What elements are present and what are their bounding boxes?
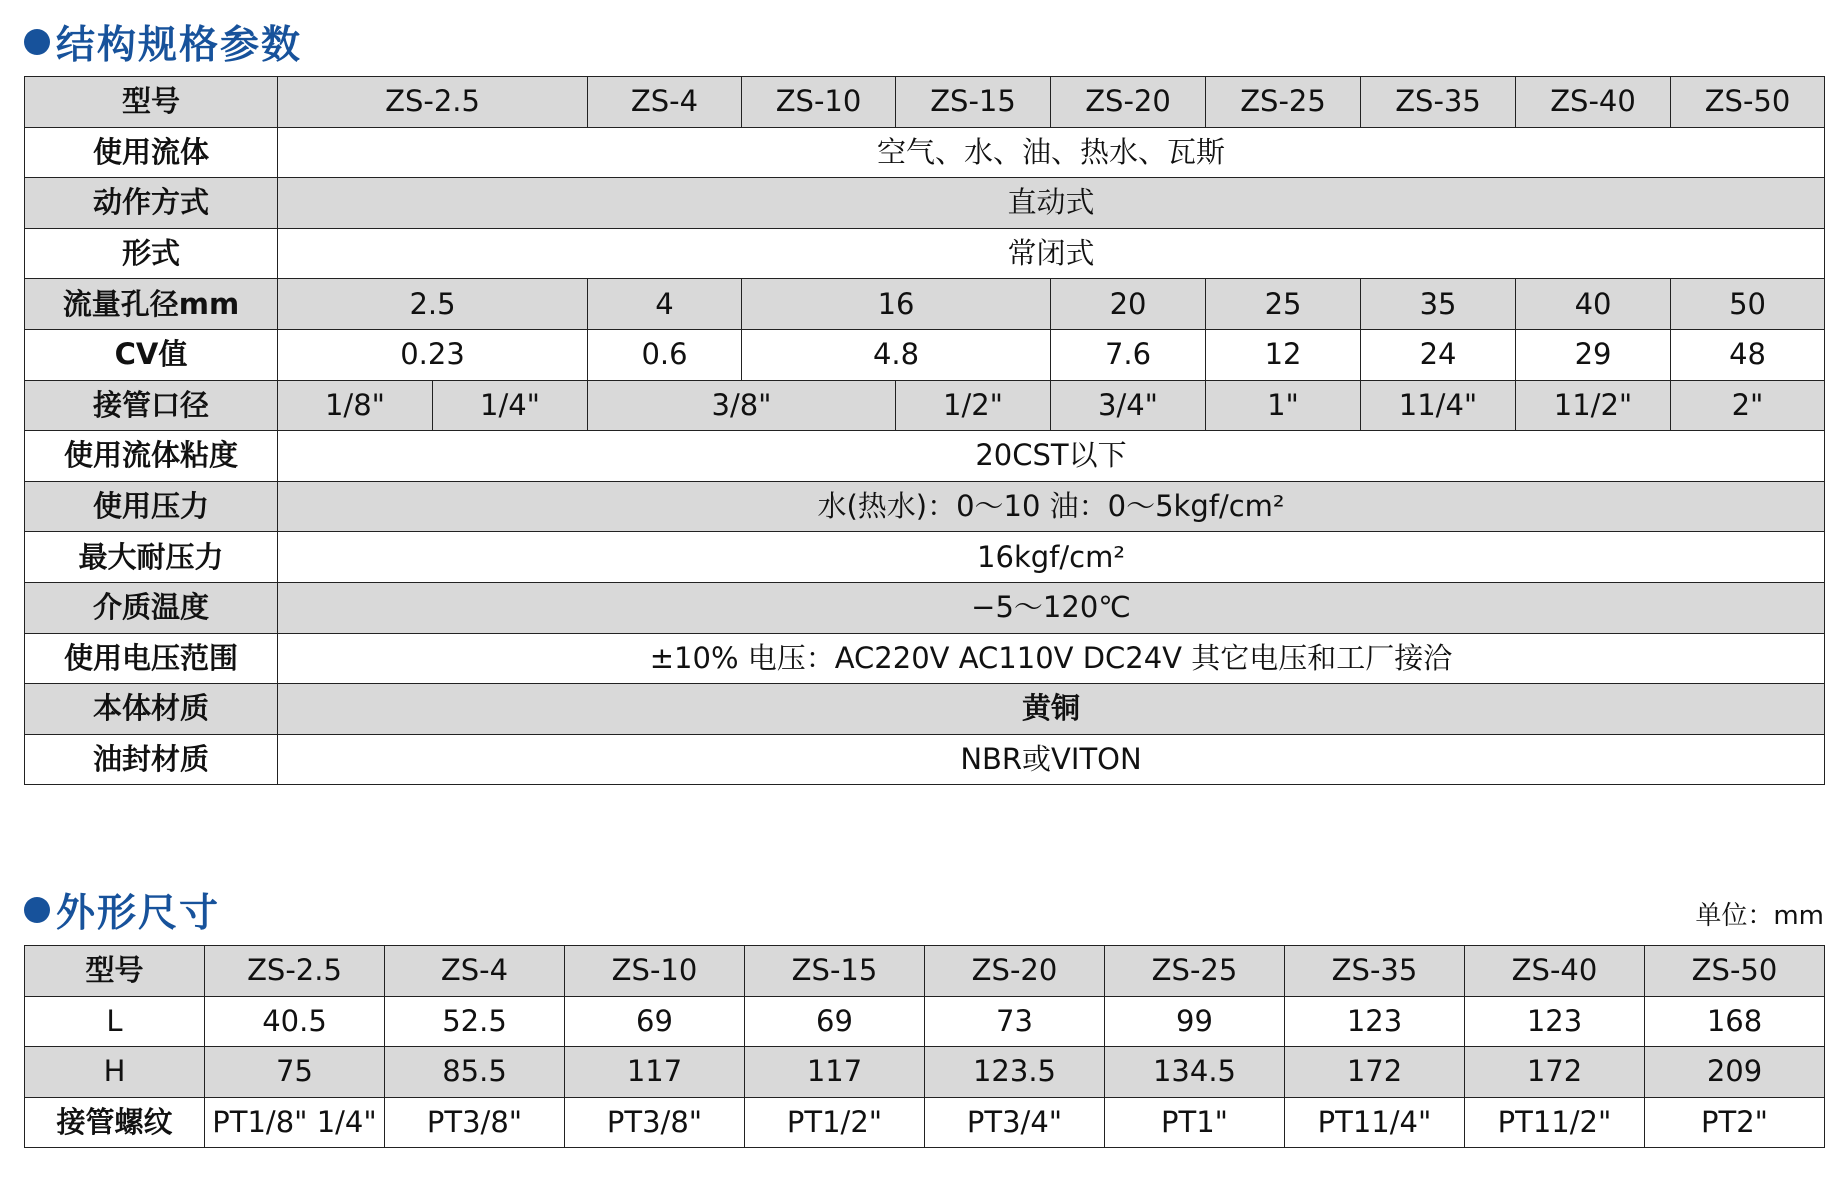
orifice-cell: 20 xyxy=(1051,279,1206,330)
row-label: 接管口径 xyxy=(25,380,278,431)
row-label: 介质温度 xyxy=(25,582,278,633)
cv-cell: 7.6 xyxy=(1051,329,1206,380)
section-title-dimensions xyxy=(24,882,220,938)
bullet-icon xyxy=(24,29,50,55)
model-cell: ZS-25 xyxy=(1105,946,1285,997)
L-cell: 168 xyxy=(1645,996,1825,1047)
cv-cell: 29 xyxy=(1516,329,1671,380)
section-title-spec xyxy=(24,14,302,70)
table-row-action xyxy=(25,178,1825,229)
thread-cell: PT3/8" xyxy=(565,1097,745,1148)
row-label: CV值 xyxy=(25,329,278,380)
dimension-table xyxy=(24,945,1825,1148)
temperature-value: −5～120℃ xyxy=(278,582,1825,633)
orifice-cell: 25 xyxy=(1206,279,1361,330)
row-label: L xyxy=(25,996,205,1047)
action-value: 直动式 xyxy=(278,178,1825,229)
row-label: 型号 xyxy=(25,946,205,997)
thread-cell: PT1/8" 1/4" xyxy=(205,1097,385,1148)
cv-cell: 48 xyxy=(1671,329,1825,380)
H-cell: 117 xyxy=(565,1047,745,1098)
H-cell: 85.5 xyxy=(385,1047,565,1098)
row-label: 流量孔径mm xyxy=(25,279,278,330)
thread-cell: PT3/8" xyxy=(385,1097,565,1148)
table-row-temperature xyxy=(25,582,1825,633)
table-row-viscosity xyxy=(25,431,1825,482)
table-row-orifice xyxy=(25,279,1825,330)
thread-cell: PT2" xyxy=(1645,1097,1825,1148)
cv-cell: 0.6 xyxy=(588,329,742,380)
row-label: 使用流体 xyxy=(25,127,278,178)
table-row-thread xyxy=(25,1097,1825,1148)
L-cell: 123 xyxy=(1465,996,1645,1047)
model-cell: ZS-4 xyxy=(588,77,742,128)
thread-cell: PT11/2" xyxy=(1465,1097,1645,1148)
orifice-cell: 50 xyxy=(1671,279,1825,330)
model-cell: ZS-2.5 xyxy=(278,77,588,128)
table-row-max-pressure xyxy=(25,532,1825,583)
H-cell: 172 xyxy=(1285,1047,1465,1098)
port-cell: 2" xyxy=(1671,380,1825,431)
L-cell: 69 xyxy=(565,996,745,1047)
H-cell: 172 xyxy=(1465,1047,1645,1098)
L-cell: 69 xyxy=(745,996,925,1047)
orifice-cell: 40 xyxy=(1516,279,1671,330)
model-cell: ZS-35 xyxy=(1285,946,1465,997)
model-cell: ZS-15 xyxy=(745,946,925,997)
model-cell: ZS-10 xyxy=(565,946,745,997)
fluid-value: 空气、水、油、热水、瓦斯 xyxy=(278,127,1825,178)
table-row-model xyxy=(25,946,1825,997)
model-cell: ZS-50 xyxy=(1645,946,1825,997)
table-row-voltage xyxy=(25,633,1825,684)
spec-table xyxy=(24,76,1825,785)
port-cell: 3/8" xyxy=(588,380,896,431)
row-label: 使用压力 xyxy=(25,481,278,532)
thread-cell: PT1" xyxy=(1105,1097,1285,1148)
model-cell: ZS-40 xyxy=(1465,946,1645,997)
row-label: H xyxy=(25,1047,205,1098)
row-label: 接管螺纹 xyxy=(25,1097,205,1148)
L-cell: 52.5 xyxy=(385,996,565,1047)
unit-note: 单位：mm xyxy=(1695,901,1824,931)
H-cell: 117 xyxy=(745,1047,925,1098)
model-cell: ZS-15 xyxy=(896,77,1051,128)
model-cell: ZS-2.5 xyxy=(205,946,385,997)
bullet-icon xyxy=(24,897,50,923)
thread-cell: PT11/4" xyxy=(1285,1097,1465,1148)
cv-cell: 0.23 xyxy=(278,329,588,380)
table-row-fluid xyxy=(25,127,1825,178)
row-label: 本体材质 xyxy=(25,684,278,735)
L-cell: 99 xyxy=(1105,996,1285,1047)
voltage-value: ±10% 电压：AC220V AC110V DC24V 其它电压和工厂接洽 xyxy=(278,633,1825,684)
table-row-H xyxy=(25,1047,1825,1098)
table-row-model xyxy=(25,77,1825,128)
row-label: 使用电压范围 xyxy=(25,633,278,684)
viscosity-value: 20CST以下 xyxy=(278,431,1825,482)
orifice-cell: 2.5 xyxy=(278,279,588,330)
table-row-form xyxy=(25,228,1825,279)
table-row-body-material xyxy=(25,684,1825,735)
model-cell: ZS-20 xyxy=(925,946,1105,997)
model-cell: ZS-40 xyxy=(1516,77,1671,128)
seal-material-value: NBR或VITON xyxy=(278,734,1825,785)
section-title-text: 外形尺寸 xyxy=(56,891,221,936)
model-cell: ZS-4 xyxy=(385,946,565,997)
port-cell: 1/2" xyxy=(896,380,1051,431)
model-cell: ZS-25 xyxy=(1206,77,1361,128)
model-cell: ZS-35 xyxy=(1361,77,1516,128)
L-cell: 73 xyxy=(925,996,1105,1047)
port-cell: 1" xyxy=(1206,380,1361,431)
table-row-L xyxy=(25,996,1825,1047)
cv-cell: 24 xyxy=(1361,329,1516,380)
table-row-cv xyxy=(25,329,1825,380)
H-cell: 209 xyxy=(1645,1047,1825,1098)
row-label: 型号 xyxy=(25,77,278,128)
model-cell: ZS-50 xyxy=(1671,77,1825,128)
port-cell: 3/4" xyxy=(1051,380,1206,431)
cv-cell: 12 xyxy=(1206,329,1361,380)
H-cell: 134.5 xyxy=(1105,1047,1285,1098)
port-cell: 11/4" xyxy=(1361,380,1516,431)
orifice-cell: 35 xyxy=(1361,279,1516,330)
H-cell: 123.5 xyxy=(925,1047,1105,1098)
L-cell: 123 xyxy=(1285,996,1465,1047)
table-row-seal-material xyxy=(25,734,1825,785)
section-title-text: 结构规格参数 xyxy=(56,23,303,68)
max-pressure-value: 16kgf/cm² xyxy=(278,532,1825,583)
row-label: 最大耐压力 xyxy=(25,532,278,583)
table-row-port xyxy=(25,380,1825,431)
table-row-pressure xyxy=(25,481,1825,532)
row-label: 动作方式 xyxy=(25,178,278,229)
row-label: 使用流体粘度 xyxy=(25,431,278,482)
row-label: 油封材质 xyxy=(25,734,278,785)
thread-cell: PT1/2" xyxy=(745,1097,925,1148)
thread-cell: PT3/4" xyxy=(925,1097,1105,1148)
port-cell: 11/2" xyxy=(1516,380,1671,431)
row-label: 形式 xyxy=(25,228,278,279)
cv-cell: 4.8 xyxy=(742,329,1051,380)
model-cell: ZS-20 xyxy=(1051,77,1206,128)
form-value: 常闭式 xyxy=(278,228,1825,279)
orifice-cell: 4 xyxy=(588,279,742,330)
port-cell: 1/4" xyxy=(433,380,588,431)
orifice-cell: 16 xyxy=(742,279,1051,330)
model-cell: ZS-10 xyxy=(742,77,896,128)
L-cell: 40.5 xyxy=(205,996,385,1047)
H-cell: 75 xyxy=(205,1047,385,1098)
body-material-value: 黄铜 xyxy=(278,684,1825,735)
pressure-value: 水(热水)：0～10 油：0～5kgf/cm² xyxy=(278,481,1825,532)
port-cell: 1/8" xyxy=(278,380,433,431)
